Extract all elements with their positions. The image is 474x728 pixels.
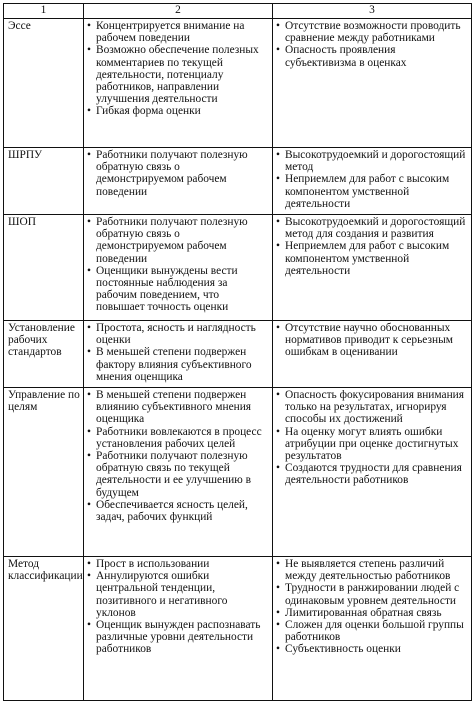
column-header-1: 1 <box>4 4 84 19</box>
disadvantages-cell <box>273 321 472 388</box>
disadvantages-cell <box>273 215 472 321</box>
column-header-2: 2 <box>84 4 273 19</box>
table-row <box>4 148 472 215</box>
methods-comparison-table <box>3 3 472 701</box>
list-item: • Обеспечивается ясность целей, задач, рабочих функций <box>87 499 269 523</box>
table-row <box>4 388 472 557</box>
method-name: Управление по целям <box>4 388 84 557</box>
advantages-cell <box>84 557 273 701</box>
table-row <box>4 321 472 388</box>
method-name: Метод классификации <box>4 557 84 701</box>
list-item: • Опасность фокусирования внимания только на результатах, игнорируя способы их достижений <box>276 389 468 426</box>
list-item: • Трудности в ранжировании людей с одинаковым уровнем деятельности <box>276 582 468 606</box>
list-item: • Простота, ясность и наглядность оценки <box>87 322 269 346</box>
list-item: • Концентрируется внимание на рабочем поведении <box>87 20 269 44</box>
advantages-cell <box>84 321 273 388</box>
table-row <box>4 19 472 148</box>
advantages-cell <box>84 215 273 321</box>
list-item: • Оценщик вынужден распознавать различные уровни деятельности работников <box>87 619 269 656</box>
table-row <box>4 215 472 321</box>
list-item: • Опасность проявления субъективизма в оценках <box>276 44 468 68</box>
method-name: ШРПУ <box>4 148 84 215</box>
list-item: • Высокотрудоемкий и дорогостоящий метод <box>276 149 468 173</box>
list-item: • Прост в использовании <box>87 558 269 570</box>
disadvantages-cell <box>273 19 472 148</box>
advantages-cell <box>84 148 273 215</box>
disadvantages-cell <box>273 388 472 557</box>
list-item: • Субъективность оценки <box>276 643 468 655</box>
list-item: • Высокотрудоемкий и дорогостоящий метод для создания и развития <box>276 216 468 240</box>
header-row <box>4 4 472 19</box>
list-item: • Неприемлем для работ с высоким компонентом умственной деятельности <box>276 173 468 210</box>
list-item: • Оценщики вынуждены вести постоянные наблюдения за рабочим поведением, что повышает точность оценки <box>87 265 269 314</box>
list-item: • Работники получают полезную обратную связь по текущей деятельности и ее улучшению в будущем <box>87 450 269 499</box>
list-item: • Работники получают полезную обратную связь о демонстрируемом рабочем поведении <box>87 149 269 198</box>
list-item: • В меньшей степени подвержен влиянию субъективного мнения оценщика <box>87 389 269 426</box>
disadvantages-cell <box>273 557 472 701</box>
list-item: • Создаются трудности для сравнения деятельности работников <box>276 462 468 486</box>
method-name: Эссе <box>4 19 84 148</box>
list-item: • Отсутствие возможности проводить сравнение между работниками <box>276 20 468 44</box>
list-item: • Работники получают полезную обратную связь о демонстрируемом рабочем поведении <box>87 216 269 265</box>
list-item: • Работники вовлекаются в процесс установления рабочих целей <box>87 426 269 450</box>
column-header-3: 3 <box>273 4 472 19</box>
list-item: • Аннулируются ошибки центральной тенденции, позитивного и негативного уклонов <box>87 570 269 619</box>
method-name: ШОП <box>4 215 84 321</box>
list-item: • Не выявляется степень различий между деятельностью работников <box>276 558 468 582</box>
list-item: • Неприемлем для работ с высоким компонентом умственной деятельности <box>276 240 468 277</box>
list-item: • Возможно обеспечение полезных комментариев по текущей деятельности, потенциалу работников, направлении улучшения деятельности <box>87 44 269 105</box>
disadvantages-cell <box>273 148 472 215</box>
list-item: • Лимитированная обратная связь <box>276 607 468 619</box>
list-item: • Отсутствие научно обоснованных нормативов приводит к серьезным ошибкам в оценивании <box>276 322 468 359</box>
list-item: • На оценку могут влиять ошибки атрибуции при оценке достигнутых результатов <box>276 426 468 463</box>
table-row <box>4 557 472 701</box>
list-item: • Сложен для оценки большой группы работников <box>276 619 468 643</box>
advantages-cell <box>84 19 273 148</box>
list-item: • Гибкая форма оценки <box>87 105 269 117</box>
method-name: Установление рабочих стандартов <box>4 321 84 388</box>
advantages-cell <box>84 388 273 557</box>
list-item: • В меньшей степени подвержен фактору влияния субъективного мнения оценщика <box>87 346 269 383</box>
